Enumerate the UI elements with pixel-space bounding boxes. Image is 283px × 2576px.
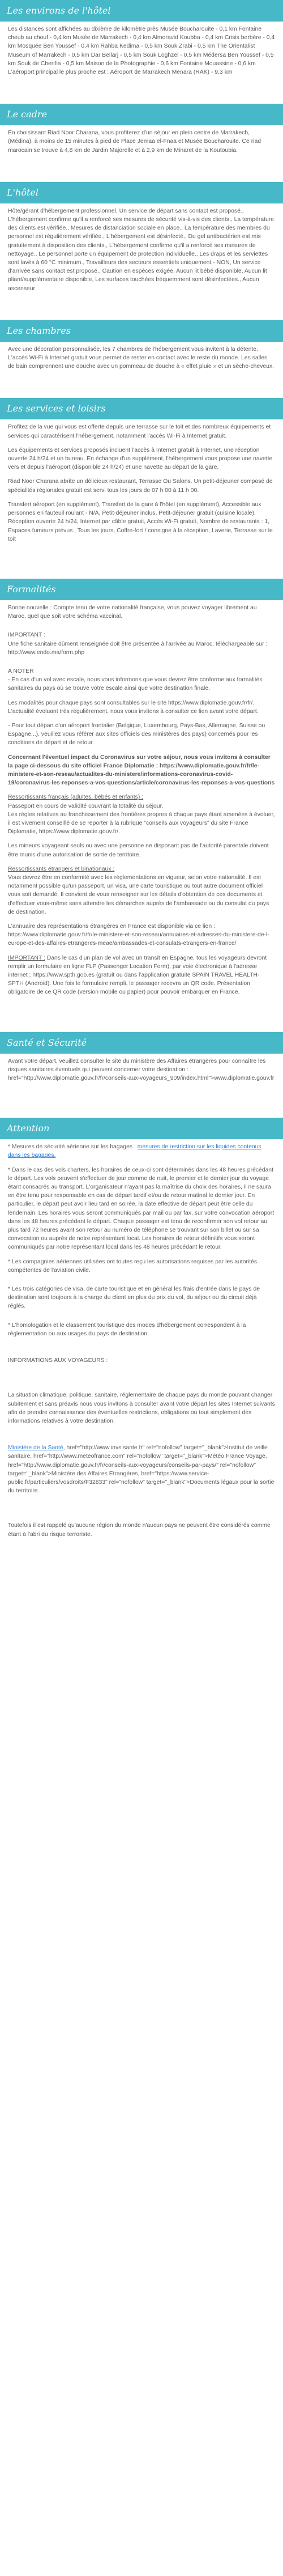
formalites-p11: L'annuaire des représentations étrangères en France est disponible via ce lien : https://www.diplomatie.gouv.fr/fr/le-ministere-et-son-reseau/annuaires-et-adresses-du-ministere-de-l-europe-et-des-affaires-etrangeres-meae/ambassades-et-consulats-etrangers-en-france/ <box>8 923 269 947</box>
section-title-services: Les services et loisirs <box>0 398 283 419</box>
section-body-cadre <box>0 125 283 169</box>
ministere-sante-link[interactable]: Ministère de la Santé <box>8 1445 63 1452</box>
formalites-p3: - En cas d'un vol avec escale, nous vous informons que vous devrez être conforme aux formalités sanitaires du pays où se trouve votre escale ainsi que votre destination finale. <box>8 677 263 692</box>
formalites-p4: Les modalités pour chaque pays sont consultables sur le site https://www.diplomatie.gouv.fr/fr/. L'actualité évoluant très régulièrement, nous vous invitons à consulter ce lien avant votre départ. <box>8 699 259 715</box>
formalites-p12: Dans le cas d'un plan de vol avec un transit en Espagne, tous les voyageurs devront remplir un formulaire en ligne FLP (Passenger Location Form), par voie électronique à l'adresse internet : https://www.spth.gob.es (gratuit ou dans l'application gratuite SPAIN TRAVEL HEALTH-SPTH (Android). Une fois le formulaire rempli, le passager recevra un QR code. Présentation obligatoire de ce QR code (version mobile ou papier) pour pouvoir embarquer en France. <box>8 954 267 996</box>
formalites-sub2-label: Ressortissants étrangers et binationaux : <box>8 865 115 872</box>
section-body-attention <box>0 1139 283 1554</box>
formalites-p9: Les mineurs voyageant seuls ou avec une personne ne disposant pas de l'autorité parentale doivent être munis d'une autorisation de sortie de territoire. <box>8 843 269 858</box>
formalites-note-label: A NOTER <box>8 668 34 674</box>
section-body-environs <box>0 22 283 91</box>
section-title-chambres: Les chambres <box>0 320 283 342</box>
services-p4: Transfert aéroport (en supplément), Transfert de la gare à l'hôtel (en supplément), Accessible aux personnes en fauteuil roulant - N/A, Petit-déjeuner inclus, Petit-déjeuner gratuit (cuisine locale), Réception ouverte 24 h/24, Internet par câble gratuit, Accès Wi-Fi gratuit, Nombre de restaurants : 1, Espaces fumeurs prévus., Tous les jours, Coffre-fort / consigne à la réception, Laverie, Terrasse sur le toit <box>8 501 273 542</box>
cadre-text: En choisissant Riad Noor Charana, vous profiterez d'un séjour en plein centre de Marrakech, (Médina), à moins de 15 minutes à pied de Place Jemaa el-Fnaa et Musée Boucharouite. Ce riad marocain se trouve à 4,8 km de Jardin Majorelle et à 2,9 km de Minaret de la Koutoubia. <box>8 130 261 154</box>
chambres-text: Avec une décoration personnalisée, les 7 chambres de l'hébergement vous invitent à la détente. L'accès Wi-Fi à Internet gratuit vous permet de rester en contact avec le reste du monde. Les salles de bain comprennent une douche avec un pommeau de douche à « effet pluie » et un sèche-cheveux. <box>8 346 275 370</box>
section-title-cadre: Le cadre <box>0 104 283 125</box>
sante-text: Avant votre départ, veuillez consulter le site du ministère des Affaires étrangères pour connaître les risques sanitaires éventuels qui peuvent concerner votre destination : href="http://www.diplomatie.gouv.fr/fr/conseils-aux-voyageurs_909/index.html">www.diplomatie.gouv.fr <box>8 1058 275 1082</box>
attention-p1-block <box>8 1143 275 1160</box>
attention-p9: Toutefois il est rappelé qu'aucune région du monde n'aucun pays ne peuvent être considérés comme étant à l'abri du risque terroriste. <box>8 1522 271 1538</box>
section-title-attention: Attention <box>0 1118 283 1139</box>
services-p3: Riad Noor Charana abrite un délicieux restaurant, Terrasse Ou Salons. Un petit-déjeuner composé de spécialités régionales gratuit est servi tous les jours de 07 h 00 à 11 h 00. <box>8 478 273 494</box>
liquids-restriction-link[interactable]: mesures de restriction sur les liquides contenus dans les bagages. <box>8 1144 261 1159</box>
attention-p1-prefix: * Mesures de sécurité aérienne sur les bagages : <box>8 1144 138 1151</box>
formalites-p10: Vous devrez être en conformité avec les réglementations en vigueur, selon votre nationalité. Il est notamment possible qu'un passeport, un visa, une carte touristique ou tout autre document officiel vous soit demandé. Il convient de vous renseigner sur les détails d'obtention de ces documents et d'effectuer vous-même sans attendre les démarches auprès de l'ambassade ou du consulat du pays de destination. <box>8 874 269 915</box>
formalites-p1: Bonne nouvelle : Compte tenu de votre nationalité française, vous pouvez voyager librement au Maroc, quel que soit votre schéma vaccinal. <box>8 604 257 620</box>
attention-p8-block <box>8 1444 275 1495</box>
section-body-sante <box>0 1054 283 1098</box>
attention-p8: , href="http://www.invs.sante.fr" rel="nofollow" target="_blank">Institut de veille sanitaire, href="http://www.meteofrance.com" rel="nofollow" target="_blank">Météo France Voyage, href="http://www.diplomatie.gouv.fr/fr/conseils-aux-voyageurs/conseils-par-pays/" rel="nofollow" target="_blank">Ministère des Affaires Etrangères, href="https://www.service-public.fr/particuliers/vosdroits/F32833" rel="nofollow" target="_blank">Documents légaux pour la sortie du territoire. <box>8 1445 275 1495</box>
attention-p4: * Les trois catégories de visa, de carte touristique et en général les frais d'entrée dans le pays de destination sont toujours à la charge du client en plus du prix du vol, du séjour ou du circuit déjà réglés. <box>8 1286 260 1310</box>
attention-p5: * L'homologation et le classement touristique des modes d'hébergement correspondent à la réglementation ou aux usages du pays de destination. <box>8 1322 246 1337</box>
attention-p3: * Les compagnies aériennes utilisées ont toutes reçu les autorisations requises par les autorités compétentes de l'aviation civile. <box>8 1258 258 1274</box>
section-body-services <box>0 419 283 558</box>
attention-p7: La situation climatique, politique, sanitaire, réglementaire de chaque pays du monde pouvant changer subitement et sans préavis nous vous invitons à consulter avant votre départ les sites Internet suivants afin de prendre connaissance des éventuelles restrictions, obligations ou tout simplement des informations relatives à votre destination. <box>8 1392 275 1424</box>
formalites-p8: Les règles relatives au franchissement des frontières propres à chaque pays étant amenées à évoluer, il est vivement conseillé de se reporter à la rubrique "conseils aux voyageurs" du site France Diplomatie, https://www.diplomatie.gouv.fr/. <box>8 811 275 835</box>
formalites-sub1-label: Ressortissants français (adultes, bébés et enfants) : <box>8 794 144 801</box>
formalites-p2: Une fiche sanitaire dûment renseignée doit être présentée à l'arrivée au Maroc, téléchargeable sur : http://www.endo.ma/form.php <box>8 640 268 656</box>
section-title-hotel: L'hôtel <box>0 182 283 203</box>
formalites-important-label: IMPORTANT : <box>8 632 45 639</box>
attention-p6: INFORMATIONS AUX VOYAGEURS : <box>8 1357 108 1364</box>
section-title-environs: Les environs de l'hôtel <box>0 0 283 22</box>
services-p2: Les équipements et services proposés incluent l'accès à Internet gratuit à Internet, une réception ouverte 24 h/24 et un bureau. En échange d'un supplément, l'hébergement vous propose une navette vers et depuis l'aéroport (disponible 24 h/24) et une navette au départ de la gare. <box>8 447 273 471</box>
section-title-formalites: Formalités <box>0 579 283 600</box>
formalites-p5: - Pour tout départ d'un aéroport frontalier (Belgique, Luxembourg, Pays-Bas, Allemagne, Suisse ou Espagne...), veuillez vous référer aux sites officiels des ministères des pays) concernés pour les conditions de départ et de retour. <box>8 722 265 746</box>
attention-p2: * Dans le cas des vols charters, les horaires de ceux-ci sont déterminés dans les 48 heures précédant le départ. Les vols peuvent s'effectuer de jour comme de nuit, le premier et le dernier jour du voyage étant consacrés au transport. L'organisateur n'ayant pas la maîtrise du choix des horaires, il ne saura en être tenu pour responsable en cas de départ tardif et/ou de retour matinal le dernier jour. En particulier, le départ peut avoir lieu tard en soirée, la date effective de départ peut être celle du lendemain. Les horaires vous seront communiqués par mail ou par fax, sur votre convocation aéroport dans les 48 heures précédant le départ. Chaque passager est tenu de reconfirmer son vol retour au plus tard 72 heures avant son retour au numéro de téléphone se trouvant sur son billet ou sur sa convocation ou auprès de notre représentant local. Les horaires de retour définitifs vous seront communiqués par notre représentant local dans les 48 heures précédant le retour. <box>8 1166 275 1251</box>
services-p1: Profitez de la vue qui vous est offerte depuis une terrasse sur le toit et des nombreux équipements et services qui caractérisent l'hébergement, notamment l'accès Wi-Fi à Internet gratuit. <box>8 424 271 439</box>
section-title-sante: Santé et Sécurité <box>0 1032 283 1054</box>
section-body-chambres <box>0 342 283 386</box>
formalites-important2-block <box>8 954 275 997</box>
formalites-p7: Passeport en cours de validité couvrant la totalité du séjour. <box>8 803 164 809</box>
environs-text: Les distances sont affichées au dixième de kilomètre près Musée Boucharouite - 0,1 km Fontaine cheub au chouf - 0,4 km Musée de Marrakech - 0,4 km Almoravid Koubba - 0,4 km Crisis berbère - 0,4 km Mosquée Ben Youssef - 0,4 km Rahba Kedima - 0,5 km Souk Zrabi - 0,5 km The Orientalist Museum of Marrakech - 0,5 km Dar Bellarj - 0,5 km Souk Loghzel - 0,5 km Médersa Ben Youssef - 0,5 km Souk de Cherifia - 0,5 km Maison de la Photographie - 0,6 km Fontaine Mouassine - 0,6 km L'aéroport principal le plus proche est : Aéroport de Marrakech Menara (RAK) - 9,3 km <box>8 26 275 76</box>
section-body-hotel <box>0 203 283 308</box>
formalites-important2-label: IMPORTANT : <box>8 954 45 961</box>
section-body-formalites <box>0 600 283 1012</box>
formalites-p6: Concernant l'éventuel impact du Coronavirus sur votre séjour, nous vous invitons à consulter la page ci-dessous du site officiel France Diplomatie : https://www.diplomatie.gouv.fr/fr/le-ministere-et-son-reseau/actualites-du-ministere/informations-coronavirus-covid-19/coronavirus-les-reponses-a-vos-questions/article/coronavirus-les-reponses-a-vos-questions <box>8 754 275 787</box>
hotel-text: Hôte/gérant d'hébergement professionnel, Un service de départ sans contact est proposé., L'hébergement confirme qu'il a renforcé ses mesures de sécurité vis-à-vis des clients., La température des clients est vérifiée., Mesures de distanciation sociale en place., La température des membres du personnel est régulièrement vérifiée., L'hébergement est désinfecté., Du gel antibactérien est mis gratuitement à disposition des clients., L'hébergement confirme qu'il a renforcé ses mesures de nettoyage., Le personnel porte un équipement de protection individuelle., Les draps et les serviettes sont lavés à 60 °C minimum., Travailleurs des secteurs essentiels uniquement - NON, Un service d'arrivée sans contact est proposé., Caution en espèces exigée, Aucun lit bébé disponible, Aucun lit pliant/supplémentaire disponible, Les surfaces touchées fréquemment sont désinfectées., Aucun ascenseur <box>8 207 275 292</box>
